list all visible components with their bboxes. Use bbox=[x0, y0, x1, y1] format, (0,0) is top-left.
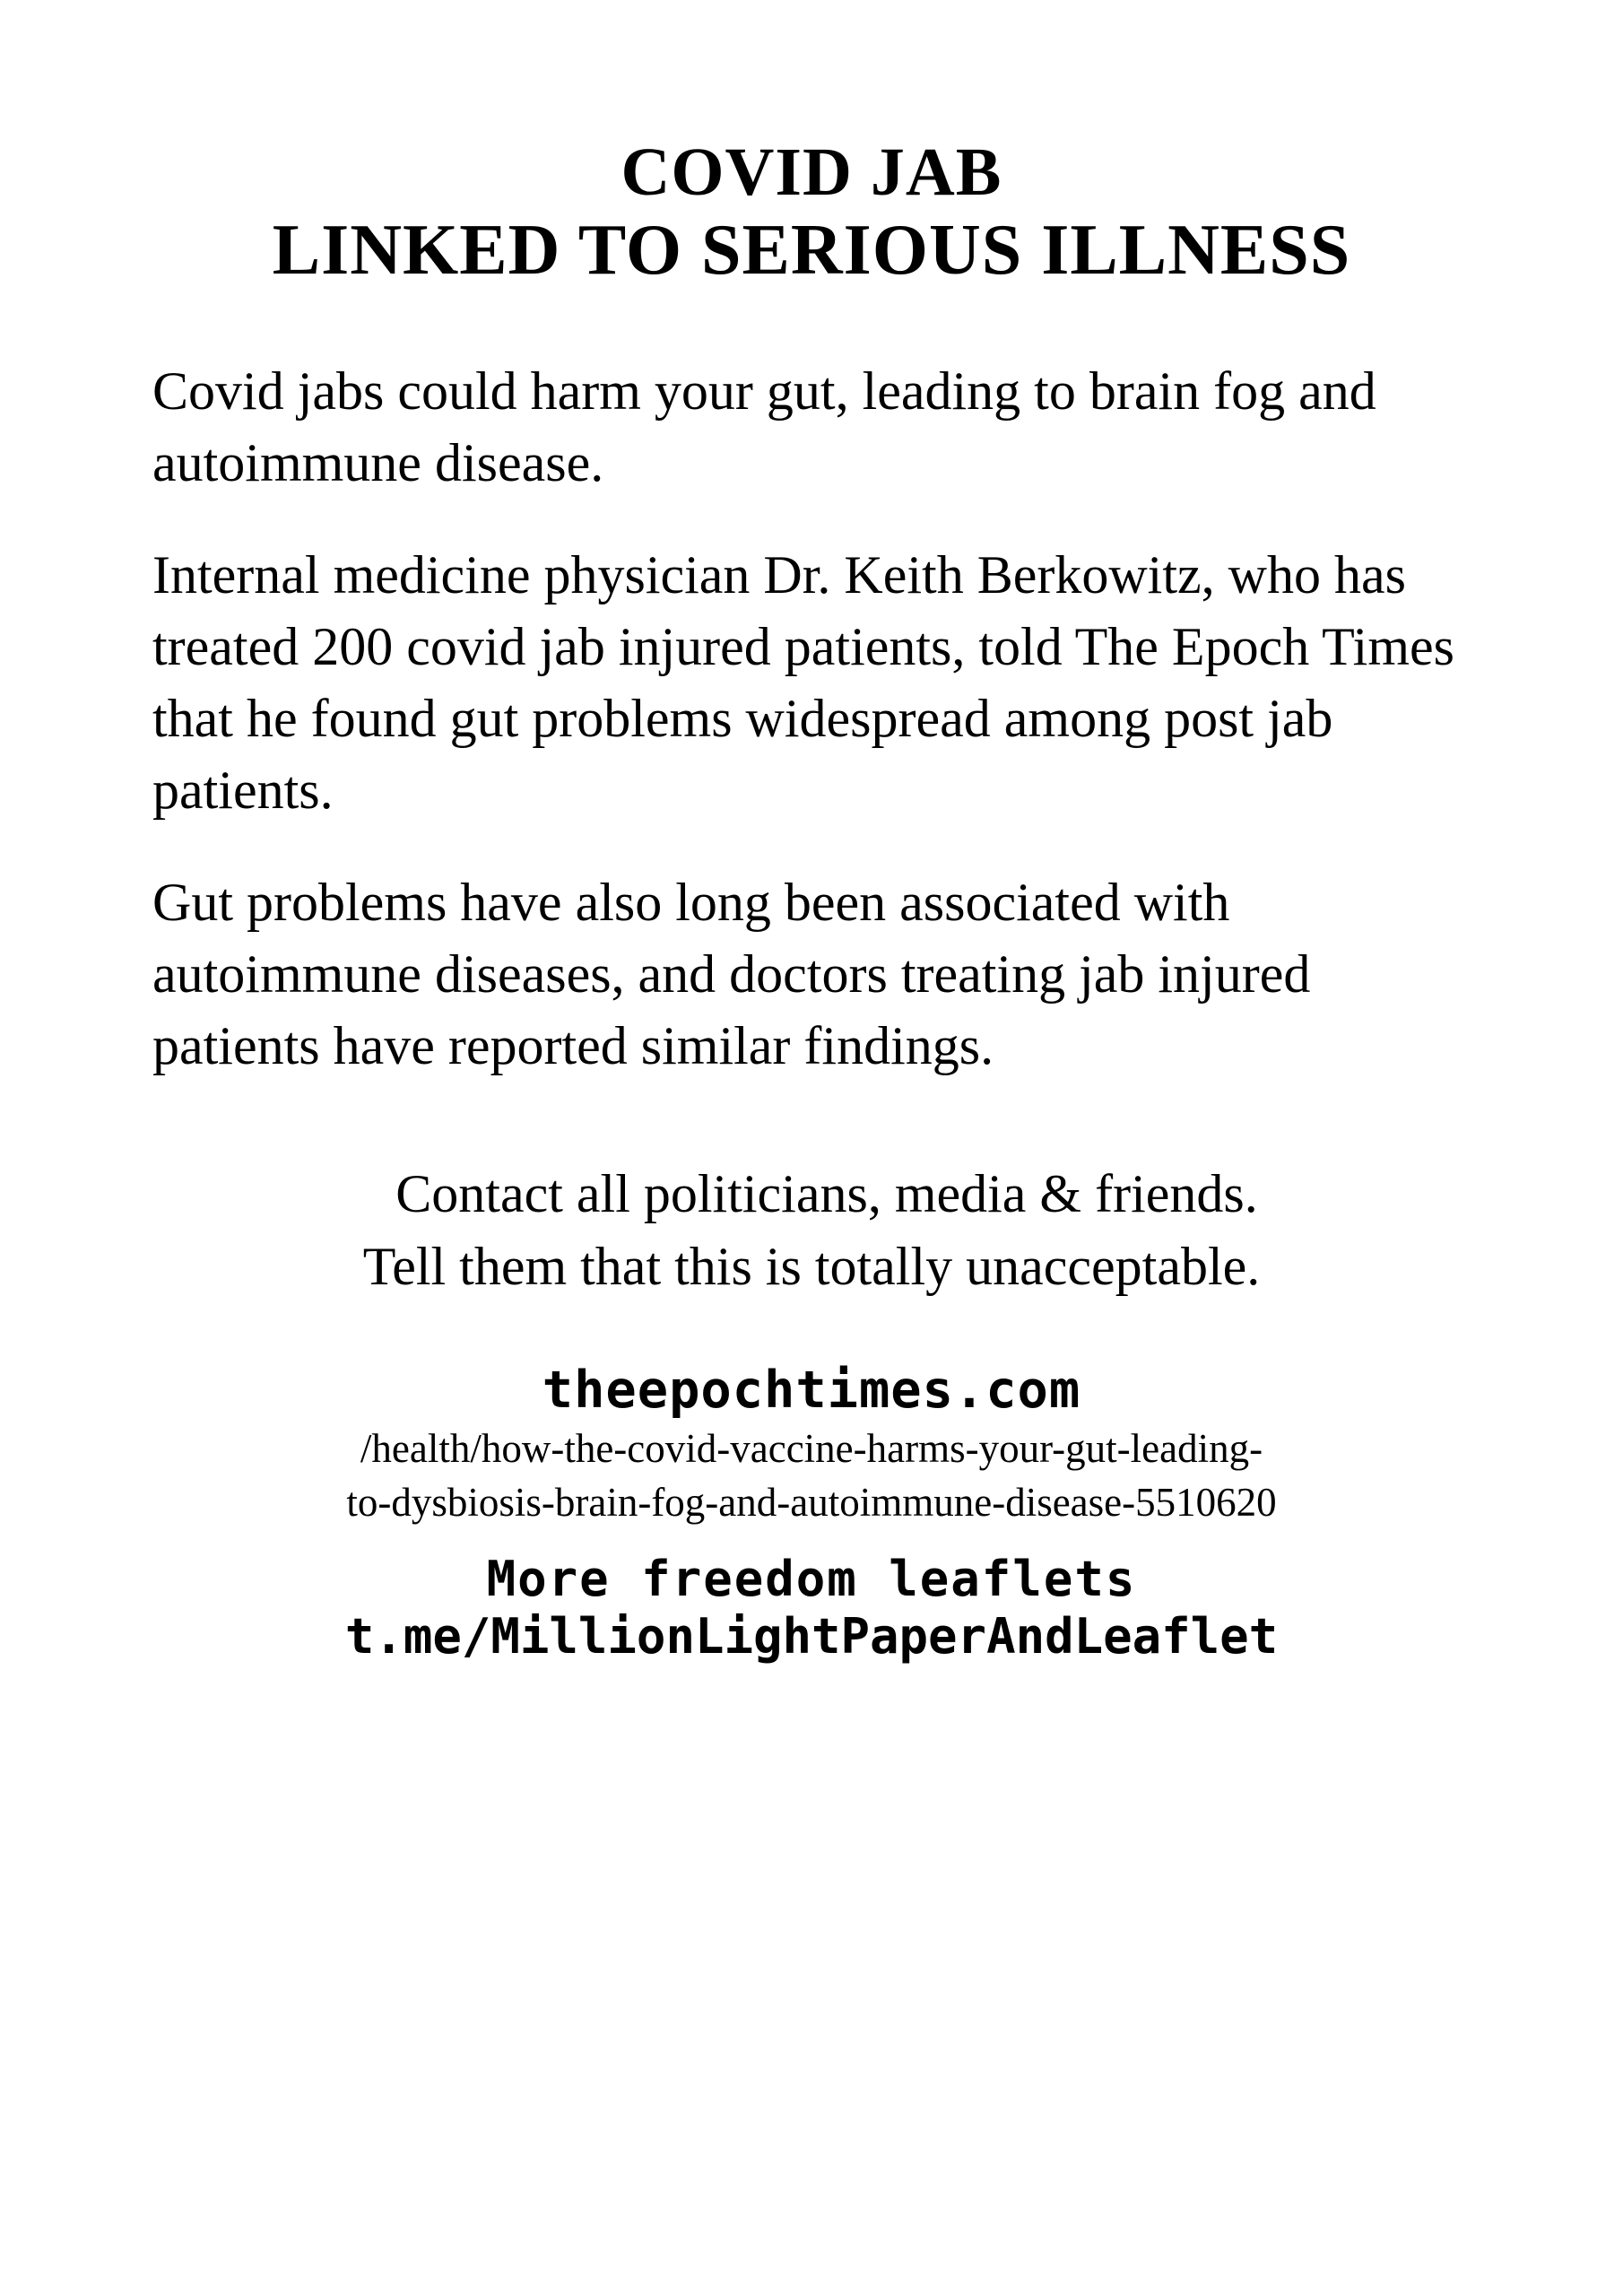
source-reference bbox=[135, 1362, 1488, 1527]
source-site[interactable]: theepochtimes.com bbox=[542, 1360, 1081, 1420]
source-path-line-2[interactable]: to-dysbiosis-brain-fog-and-autoimmune-disease-5510620 bbox=[346, 1480, 1277, 1526]
page-title-line-2: LINKED TO SERIOUS ILLNESS bbox=[272, 211, 1351, 291]
call-to-action-line-1: Contact all politicians, media & friends. bbox=[395, 1163, 1258, 1223]
paragraph-2: Internal medicine physician Dr. Keith Berkowitz, who has treated 200 covid jab injured patients, told The Epoch Times that he found gut problems widespread among post jab patients. bbox=[152, 545, 1454, 820]
call-to-action-line-2: Tell them that this is totally unacceptable. bbox=[362, 1236, 1261, 1296]
paragraph-3: Gut problems have also long been associated with autoimmune diseases, and doctors treating jab injured patients have reported similar findings. bbox=[152, 873, 1311, 1076]
footer-line-2[interactable]: t.me/MillionLightPaperAndLeaflet bbox=[344, 1608, 1279, 1665]
call-to-action bbox=[135, 1158, 1488, 1303]
paragraph-1: Covid jabs could harm your gut, leading to brain fog and autoimmune disease. bbox=[152, 361, 1376, 492]
page-title bbox=[135, 135, 1488, 291]
body-text bbox=[135, 356, 1488, 1083]
source-path-line-1[interactable]: /health/how-the-covid-vaccine-harms-your-gut-leading- bbox=[360, 1425, 1263, 1471]
page-title-line-1: COVID JAB bbox=[621, 135, 1002, 210]
footer bbox=[135, 1551, 1488, 1665]
footer-line-1: More freedom leaflets bbox=[486, 1551, 1137, 1608]
